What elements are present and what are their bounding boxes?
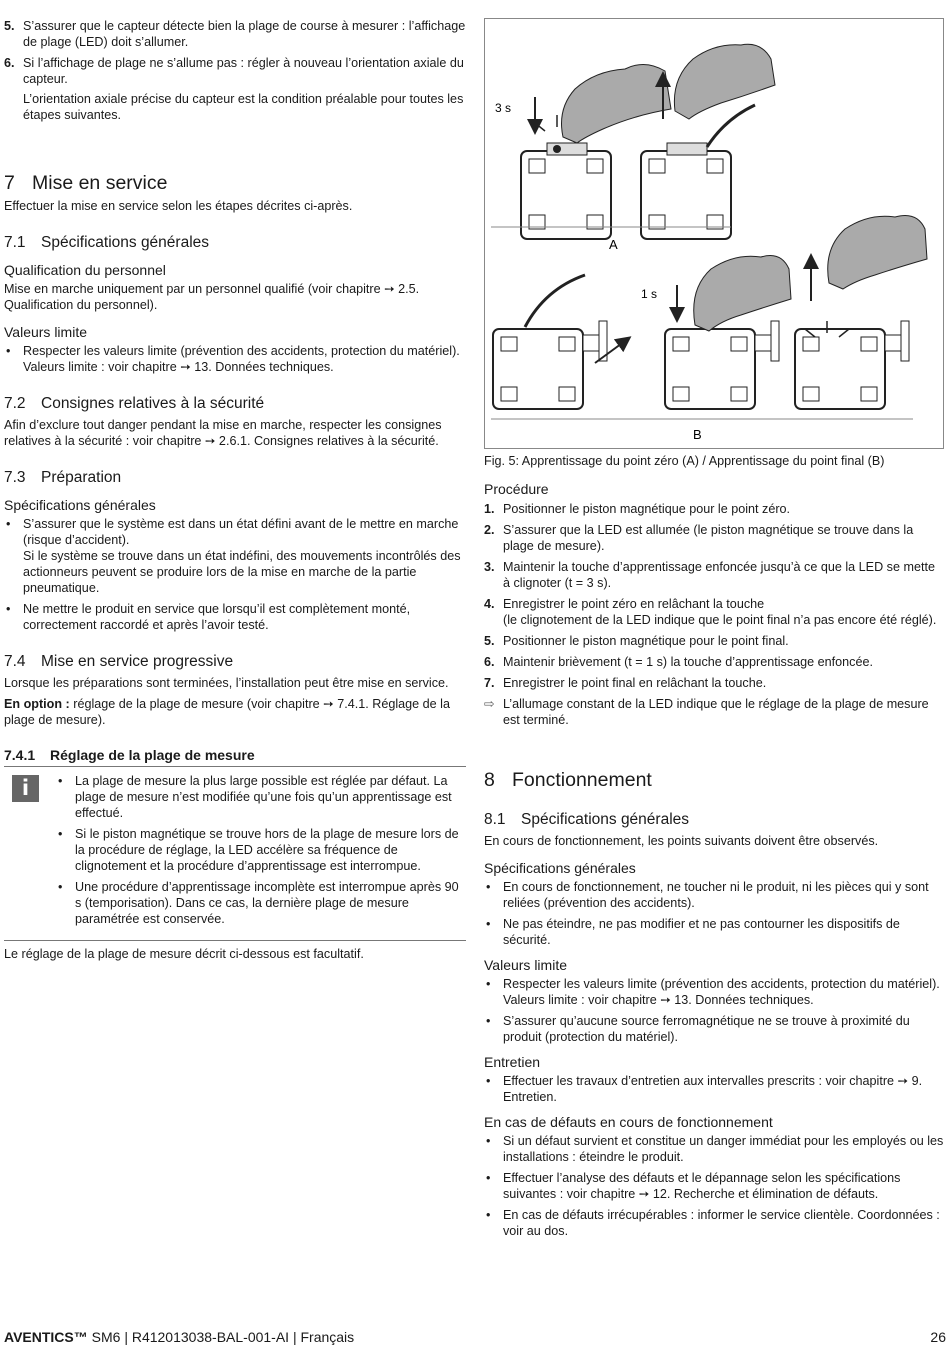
- right-column: [484, 480, 944, 1244]
- list-item: • Une procédure d’apprentissage incomplète est interrompue après 90 s (temporisation). Dans ce cas, la dernière plage de mesure paramétrée est conservée.: [56, 879, 466, 927]
- list-item: [4, 18, 466, 50]
- section-8-1-text: En cours de fonctionnement, les points suivants doivent être observés.: [484, 834, 879, 848]
- limits-heading: Valeurs limite: [484, 957, 567, 973]
- section-number: 7.3: [4, 469, 26, 486]
- section-title: Mise en service progressive: [41, 653, 234, 670]
- step-text: Positionner le piston magnétique pour le point final.: [503, 634, 789, 648]
- list-item: • Effectuer les travaux d’entretien aux intervalles prescrits : voir chapitre ➙ 9. Entretien.: [484, 1073, 944, 1105]
- step-number: 7.: [484, 676, 495, 690]
- list-item: [484, 633, 944, 649]
- step-number: 2.: [484, 523, 495, 537]
- figure-5: [484, 18, 944, 449]
- maintenance-list: [484, 1073, 944, 1105]
- step-extra: L’orientation axiale précise du capteur est la condition préalable pour toutes les étapes suivantes.: [23, 92, 464, 122]
- result-text: L’allumage constant de la LED indique que le réglage de la plage de mesure est terminé.: [503, 697, 929, 727]
- hand-drawing: [694, 256, 791, 332]
- intro-steps: [4, 18, 466, 123]
- step-number: 3.: [484, 560, 495, 574]
- qualification-text: Mise en marche uniquement par un personnel qualifié (voir chapitre ➙ 2.5. Qualification du personnel).: [4, 282, 420, 312]
- list-item: • Respecter les valeurs limite (prévention des accidents, protection du matériel). Valeurs limite : voir chapitre ➙ 13. Données techniques.: [4, 343, 466, 375]
- faults-heading: En cas de défauts en cours de fonctionnement: [484, 1114, 773, 1130]
- sensor-drawing: [521, 143, 611, 239]
- section-7-4-text: Lorsque les préparations sont terminées, l’installation peut être mise en service.: [4, 676, 449, 690]
- step-text: S’assurer que le capteur détecte bien la plage de course à mesurer : l’affichage de plage (LED) doit s’allumer.: [23, 19, 466, 49]
- limits-list: [484, 976, 944, 1045]
- sensor-drawing: [665, 321, 779, 409]
- page-footer: [4, 1329, 946, 1345]
- section-title: Réglage de la plage de mesure: [50, 747, 255, 763]
- spec-heading: Spécifications générales: [4, 497, 156, 513]
- section-number: 7.4: [4, 653, 26, 670]
- section-number: 8: [484, 769, 495, 791]
- time-label-1s: 1 s: [641, 287, 658, 301]
- list-item: • En cas de défauts irrécupérables : informer le service clientèle. Coordonnées : voir au dos.: [484, 1207, 944, 1239]
- procedure-steps: [484, 501, 944, 691]
- list-item: [4, 516, 466, 596]
- section-title: Mise en service: [32, 172, 168, 194]
- step-text: Si l’affichage de plage ne s’allume pas : régler à nouveau l’orientation axiale du capteur.: [23, 56, 464, 86]
- preparation-list: [4, 516, 466, 633]
- section-title: Spécifications générales: [521, 811, 690, 828]
- section-7-text: Effectuer la mise en service selon les étapes décrites ci-après.: [4, 199, 353, 213]
- note-list: [56, 773, 466, 927]
- list-item: • Si un défaut survient et constitue un danger immédiat pour les employés ou les installations : éteindre le produit.: [484, 1133, 944, 1165]
- item-text: Ne mettre le produit en service que lorsqu’il est complètement monté, correctement raccordé et après l’avoir testé.: [23, 602, 411, 632]
- section-7-1-heading: [4, 233, 466, 253]
- section-7-2-text: Afin d’exclure tout danger pendant la mise en marche, respecter les consignes relatives à la sécurité : voir chapitre ➙ 2.6.1. Consignes relatives à la sécurité.: [4, 418, 442, 448]
- step-number: 6.: [4, 56, 15, 70]
- list-item: • Respecter les valeurs limite (prévention des accidents, protection du matériel). Valeurs limite : voir chapitre ➙ 13. Données techniques.: [484, 976, 944, 1008]
- list-item: • S’assurer qu’aucune source ferromagnétique ne se trouve à proximité du produit (protection du matériel).: [484, 1013, 944, 1045]
- list-item: • En cours de fonctionnement, ne toucher ni le produit, ni les pièces qui y sont reliées (prévention des accidents).: [484, 879, 944, 911]
- step-text: Enregistrer le point final en relâchant la touche.: [503, 676, 767, 690]
- maintenance-heading: Entretien: [484, 1054, 541, 1070]
- qualification-heading: Qualification du personnel: [4, 262, 166, 278]
- document-id: SM6 | R412013038-BAL-001-AI | Français: [87, 1329, 355, 1345]
- list-item: [484, 559, 944, 591]
- hand-drawing: [674, 44, 775, 119]
- list-item: • Ne pas éteindre, ne pas modifier et ne pas contourner les dispositifs de sécurité.: [484, 916, 944, 948]
- list-item: • La plage de mesure la plus large possible est réglée par défaut. La plage de mesure n’est modifiée qu’une fois qu’un apprentissage est effectué.: [56, 773, 466, 821]
- page-number: 26: [930, 1329, 946, 1345]
- section-7-3-heading: [4, 468, 466, 488]
- list-item: • Effectuer l’analyse des défauts et le dépannage selon les spécifications suivantes : voir chapitre ➙ 12. Recherche et élimination de défauts.: [484, 1170, 944, 1202]
- step-number: 1.: [484, 502, 495, 516]
- info-note: [4, 767, 466, 941]
- step-text: Maintenir la touche d’apprentissage enfoncée jusqu’à ce que la LED se mette à clignoter (t = 3 s).: [503, 560, 935, 590]
- step-number: 5.: [4, 19, 15, 33]
- list-item: [484, 654, 944, 670]
- section-number: 7.4.1: [4, 747, 36, 763]
- list-item: [4, 55, 466, 123]
- result-arrow-icon: ⇨: [484, 697, 495, 711]
- faults-list: [484, 1133, 944, 1239]
- list-item: [484, 522, 944, 554]
- step-number: 5.: [484, 634, 495, 648]
- section-7-2-heading: [4, 394, 466, 414]
- item-extra: Si le système se trouve dans un état indéfini, des mouvements incontrôlés des actionneurs peuvent se produire lors de la mise en marche de la partie pneumatique.: [23, 549, 461, 595]
- label-b: B: [693, 427, 702, 442]
- section-8-1-heading: [484, 810, 944, 830]
- left-column: [4, 18, 466, 962]
- option-body: réglage de la plage de mesure (voir chapitre ➙ 7.4.1. Réglage de la plage de mesure).: [4, 697, 450, 727]
- list-item: [4, 601, 466, 633]
- teach-in-illustration: [485, 19, 943, 448]
- section-number: 8.1: [484, 811, 506, 828]
- label-a: A: [609, 237, 618, 252]
- list-item: [484, 675, 944, 691]
- spec-list: [484, 879, 944, 948]
- section-7-4-heading: [4, 652, 466, 672]
- sensor-drawing: [641, 105, 755, 239]
- step-text: Positionner le piston magnétique pour le point zéro.: [503, 502, 791, 516]
- item-text: S’assurer que le système est dans un état défini avant de le mettre en marche (risque d’accident).: [23, 517, 459, 547]
- hand-drawing: [828, 216, 927, 290]
- section-title: Consignes relatives à la sécurité: [41, 395, 265, 412]
- step-text: Maintenir brièvement (t = 1 s) la touche d’apprentissage enfoncée.: [503, 655, 873, 669]
- figure-caption: Fig. 5: Apprentissage du point zéro (A) / Apprentissage du point final (B): [484, 454, 885, 468]
- hand-drawing: [562, 64, 672, 143]
- step-text: S’assurer que la LED est allumée (le piston magnétique se trouve dans la plage de mesure).: [503, 523, 914, 553]
- list-item: [484, 501, 944, 517]
- procedure-result: [484, 696, 944, 728]
- section-7-heading: [4, 171, 466, 195]
- step-text: Enregistrer le point zéro en relâchant la touche: [503, 597, 765, 611]
- list-item: • Si le piston magnétique se trouve hors de la plage de mesure lors de la procédure de réglage, la LED accélère sa fréquence de clignotement et la procédure d’apprentissage est interrompue.: [56, 826, 466, 874]
- section-number: 7.2: [4, 395, 26, 412]
- list-item: [484, 596, 944, 628]
- section-number: 7.1: [4, 234, 26, 251]
- section-title: Préparation: [41, 469, 122, 486]
- limits-heading: Valeurs limite: [4, 324, 87, 340]
- section-number: 7: [4, 172, 15, 194]
- sensor-drawing: [493, 275, 607, 409]
- step-extra: (le clignotement de la LED indique que le point final n’a pas encore été réglé).: [503, 613, 937, 627]
- limits-list: [4, 343, 466, 375]
- section-7-4-1-heading: [4, 746, 466, 767]
- procedure-heading: Procédure: [484, 481, 549, 497]
- section-7-4-1-after: Le réglage de la plage de mesure décrit ci-dessous est facultatif.: [4, 947, 364, 961]
- spec-heading: Spécifications générales: [484, 860, 636, 876]
- brand-name: AVENTICS™: [4, 1329, 88, 1345]
- section-title: Fonctionnement: [512, 769, 652, 791]
- step-number: 4.: [484, 597, 495, 611]
- info-icon: i: [12, 775, 39, 802]
- option-label: En option :: [4, 697, 70, 711]
- time-label-3s: 3 s: [495, 101, 512, 115]
- section-8-heading: [484, 768, 944, 792]
- option-text: [4, 696, 466, 728]
- section-title: Spécifications générales: [41, 234, 210, 251]
- step-number: 6.: [484, 655, 495, 669]
